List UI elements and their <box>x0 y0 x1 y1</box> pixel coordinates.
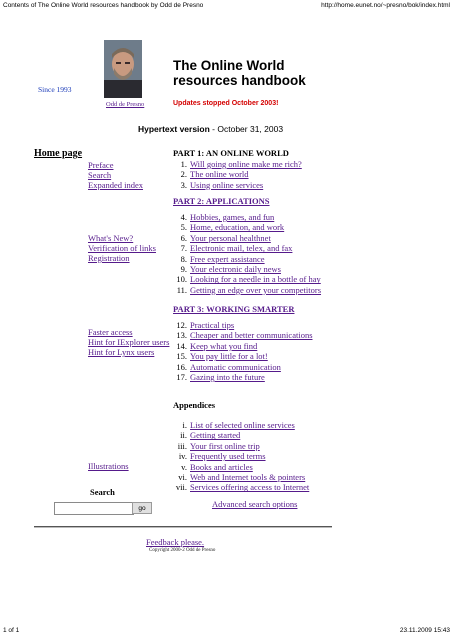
version-line <box>138 124 283 134</box>
list-item <box>177 159 302 169</box>
author-portrait-image <box>104 40 142 98</box>
list-item <box>177 482 309 492</box>
list-number: 14. <box>176 340 187 351</box>
list-number: iv. <box>178 451 187 462</box>
list-item <box>177 330 313 340</box>
list-item <box>177 472 309 482</box>
chapter-link[interactable]: Hobbies, games, and fun <box>190 212 275 222</box>
search-label: Search <box>90 487 115 497</box>
list-number: 8. <box>180 253 187 264</box>
list-item <box>177 274 321 284</box>
chapter-link[interactable]: Home, education, and work <box>190 222 285 233</box>
list-number: i. <box>182 420 187 430</box>
list-item <box>177 233 321 243</box>
list-item <box>177 420 309 430</box>
list-number: 6. <box>180 232 187 243</box>
since-label: Since 1993 <box>38 85 72 94</box>
chapter-link[interactable]: Gazing into the future <box>190 372 265 383</box>
footer-divider <box>34 526 332 528</box>
appendix-link[interactable]: Your first online trip <box>190 440 260 451</box>
appendices-list <box>177 420 309 493</box>
appendix-link[interactable]: Frequently used terms <box>190 451 266 462</box>
advanced-search-link[interactable]: Advanced search options <box>212 499 298 509</box>
appendix-link[interactable]: Services offering access to Internet <box>190 482 310 493</box>
chapter-link[interactable]: The online world <box>190 169 249 180</box>
copyright-text: Copyright 2000-2 Odd de Presno <box>149 548 216 553</box>
list-number: 10. <box>176 274 187 285</box>
chapter-link[interactable]: Free expert assistance <box>190 253 265 264</box>
list-item <box>177 320 313 330</box>
list-number: 9. <box>180 264 187 275</box>
go-button[interactable]: go <box>132 502 152 514</box>
chapter-link[interactable]: Your personal healthnet <box>190 232 271 243</box>
chapter-link[interactable]: Will going online make me rich? <box>190 159 302 169</box>
sidebar-item-search[interactable]: Search <box>88 170 112 180</box>
appendix-link[interactable]: List of selected online services <box>190 420 295 430</box>
list-item <box>177 169 302 179</box>
list-item <box>177 372 313 382</box>
version-label: Hypertext version <box>138 124 210 134</box>
sidebar-item-faster-access[interactable]: Faster access <box>88 327 133 337</box>
page-title <box>173 58 306 88</box>
print-url: http://home.eunet.no/~presno/bok/index.html <box>321 2 450 9</box>
list-item <box>177 243 321 253</box>
list-number: 5. <box>180 222 187 233</box>
appendices-heading: Appendices <box>173 400 216 410</box>
chapter-link[interactable]: Practical tips <box>190 320 235 330</box>
version-date: - October 31, 2003 <box>209 124 284 134</box>
list-number: 4. <box>180 212 187 222</box>
list-item <box>177 430 309 440</box>
home-page-link[interactable]: Home page <box>34 148 83 159</box>
list-number: ii. <box>180 430 187 441</box>
title-line-2: resources handbook <box>173 73 306 88</box>
list-number: 16. <box>176 361 187 372</box>
list-number: 15. <box>176 351 187 362</box>
print-page-count: 1 of 1 <box>3 627 20 634</box>
list-item <box>177 264 321 274</box>
list-number: 2. <box>180 169 187 180</box>
part-3-heading[interactable]: PART 3: WORKING SMARTER <box>173 304 295 314</box>
chapter-link[interactable]: You pay little for a lot! <box>190 351 268 362</box>
chapter-link[interactable]: Electronic mail, telex, and fax <box>190 243 293 254</box>
part-1-heading: PART 1: AN ONLINE WORLD <box>173 148 289 158</box>
list-number: 13. <box>176 330 187 341</box>
sidebar-item-iexplorer-hint[interactable]: Hint for IExplorer users <box>88 337 170 347</box>
chapter-link[interactable]: Getting an edge over your competitors <box>190 284 322 295</box>
list-number: vi. <box>178 472 187 483</box>
list-item <box>177 441 309 451</box>
part-1-list <box>177 159 302 190</box>
search-input[interactable] <box>54 502 134 515</box>
sidebar-group-2 <box>88 233 156 263</box>
part-2-list <box>177 212 321 295</box>
feedback-link[interactable]: Feedback please. <box>146 537 205 547</box>
print-page-title: Contents of The Online World resources handbook by Odd de Presno <box>3 2 204 9</box>
sidebar-item-illustrations[interactable]: Illustrations <box>88 461 129 471</box>
list-item <box>177 362 313 372</box>
sidebar-group-4 <box>88 461 129 471</box>
chapter-link[interactable]: Looking for a needle in a bottle of hay <box>190 274 321 285</box>
list-number: 11. <box>176 284 187 295</box>
list-item <box>177 451 309 461</box>
list-item <box>177 341 313 351</box>
list-number: 3. <box>180 179 187 190</box>
sidebar-item-lynx-hint[interactable]: Hint for Lynx users <box>88 347 155 357</box>
part-2-heading[interactable]: PART 2: APPLICATIONS <box>173 196 270 206</box>
list-number: 17. <box>176 372 187 383</box>
chapter-link[interactable]: Cheaper and better communications <box>190 330 313 341</box>
list-item <box>177 285 321 295</box>
list-number: iii. <box>177 440 187 451</box>
sidebar-group-3 <box>88 327 169 357</box>
title-line-1: The Online World <box>173 58 285 73</box>
chapter-link[interactable]: Automatic communication <box>190 361 281 372</box>
list-item <box>177 180 302 190</box>
print-timestamp: 23.11.2009 15:43 <box>399 627 450 634</box>
chapter-link[interactable]: Using online services <box>190 179 264 190</box>
sidebar-item-preface[interactable]: Preface <box>88 160 114 170</box>
chapter-link[interactable]: Your electronic daily news <box>190 264 281 275</box>
sidebar-item-verification[interactable]: Verification of links <box>88 243 156 253</box>
sidebar-group-1 <box>88 160 143 190</box>
list-number: 12. <box>176 320 187 330</box>
appendix-link[interactable]: Getting started <box>190 430 241 441</box>
sidebar-item-expanded-index[interactable]: Expanded index <box>88 180 143 190</box>
chapter-link[interactable]: Keep what you find <box>190 340 258 351</box>
author-photo <box>104 40 142 98</box>
part-3-list <box>177 320 313 382</box>
sidebar-item-whats-new[interactable]: What's New? <box>88 233 134 243</box>
list-number: 1. <box>180 159 187 169</box>
list-number: vii. <box>175 482 187 493</box>
list-item <box>177 254 321 264</box>
list-item <box>177 351 313 361</box>
appendix-link[interactable]: Web and Internet tools & pointers <box>190 472 306 483</box>
list-item <box>177 212 321 222</box>
appendix-link[interactable]: Books and articles <box>190 461 253 472</box>
sidebar-item-registration[interactable]: Registration <box>88 253 130 263</box>
list-number: 7. <box>180 243 187 254</box>
updates-notice: Updates stopped October 2003! <box>173 100 279 107</box>
list-item <box>177 222 321 232</box>
list-number: v. <box>181 461 187 472</box>
list-item <box>177 462 309 472</box>
author-caption-link[interactable]: Odd de Presno <box>106 101 145 108</box>
